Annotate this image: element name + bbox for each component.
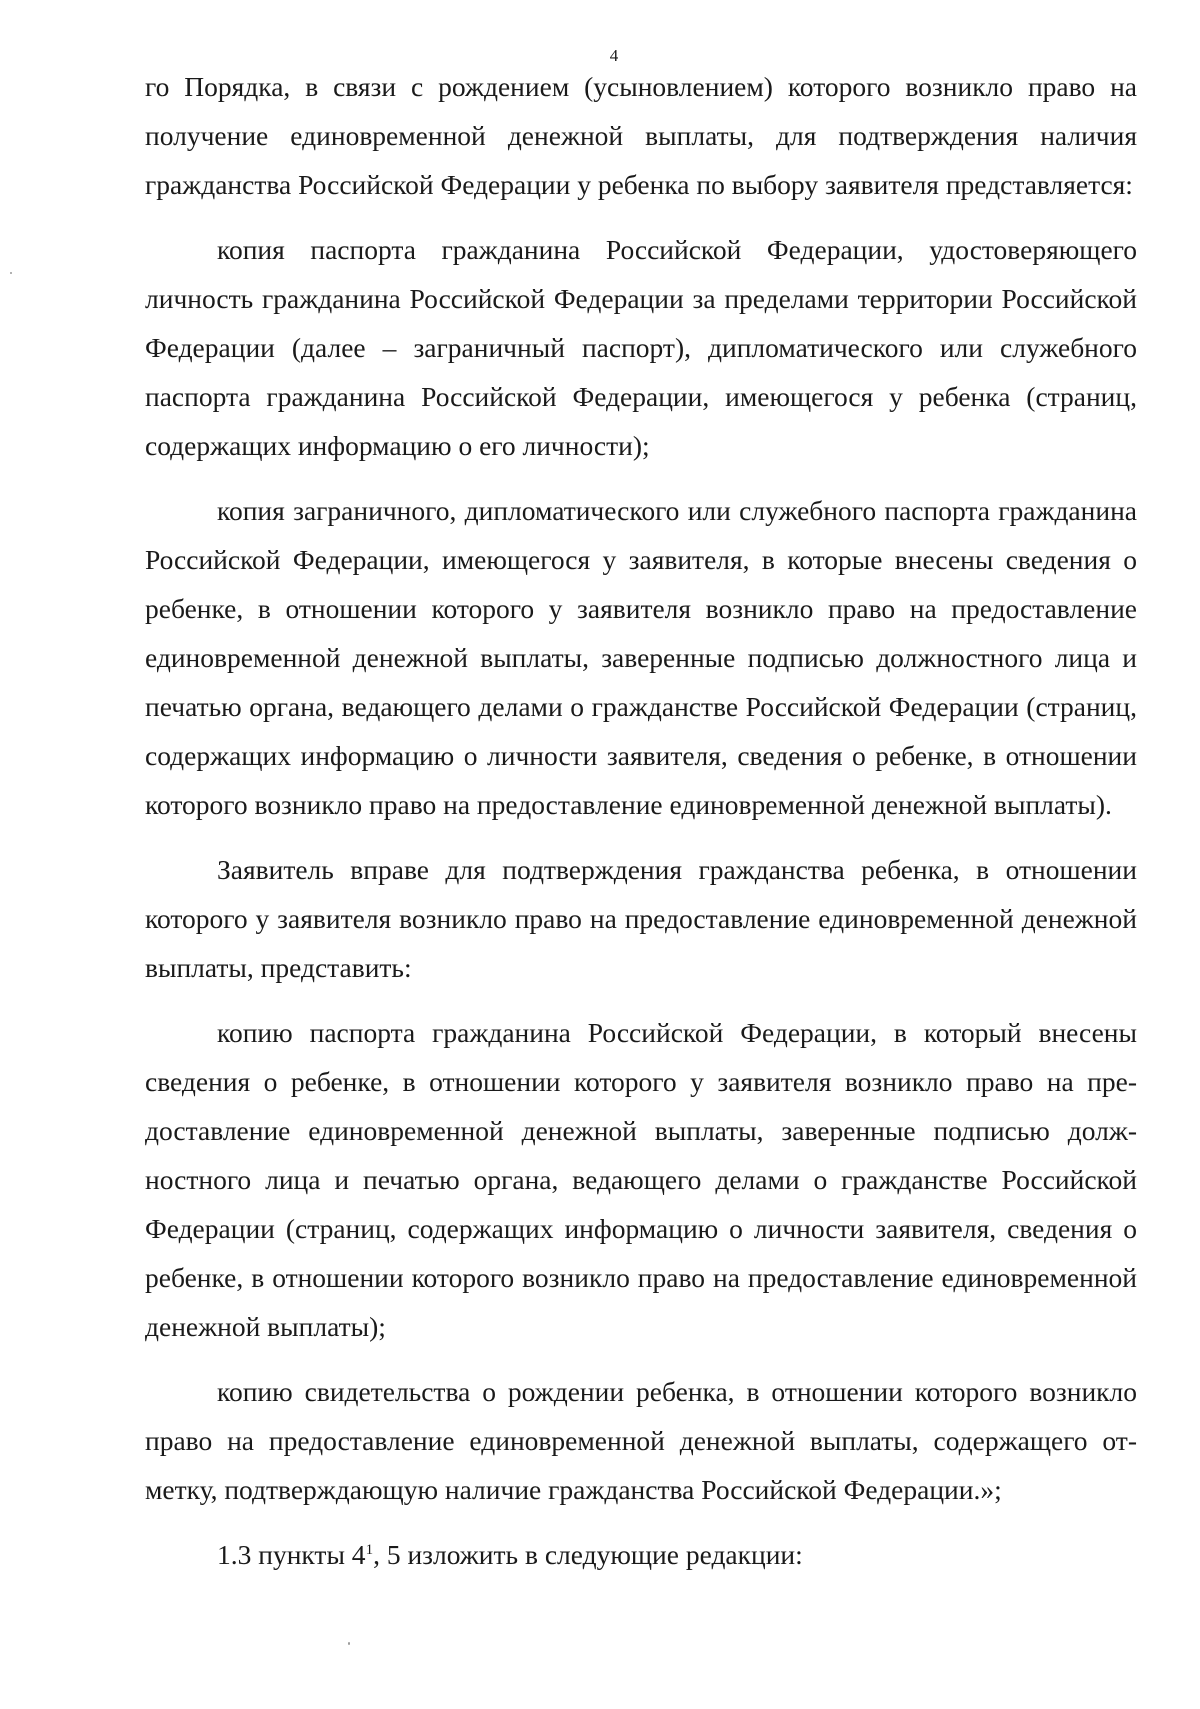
amendment-superscript: 1 xyxy=(365,1541,374,1558)
scan-speck xyxy=(10,272,12,274)
paragraph-amendment-item xyxy=(145,1530,1137,1579)
paragraph-passport-copy: копия паспорта гражданина Российской Федерации, удостоверяющего личность гражданина Российской Федерации за пределами территории Российской Федерации (далее – заграничный паспорт), дипломатического или служебного паспорта гражданина Российской Федерации, имеющегося у ребенка (страниц, содержащих информацию о его личности); xyxy=(145,234,1137,461)
amendment-text-start: 1.3 пункты 4 xyxy=(217,1539,366,1570)
paragraph-birth-certificate-copy: копию свидетельства о рождении ребенка, в отношении которого возникло право на предоставление единовременной денежной выплаты, содержащего отметку, подтверждающую наличие гражданства Российской Федерации.»; xyxy=(145,1376,1137,1505)
document-body xyxy=(145,62,1137,1579)
paragraph-citizen-passport-copy: копию паспорта гражданина Российской Федерации, в который внесены сведения о ребенке, в отношении которого у заявителя возникло право на предоставление единовременной денежной выплаты, заверенные подписью должностного лица и печатью органа, ведающего делами о гражданстве Российской Федерации (страниц, содержащих информацию о личности заявителя, сведения о ребенке, в отношении которого возникло право на предоставление единовременной денежной выплаты); xyxy=(145,1017,1137,1342)
paragraph-continuation: го Порядка, в связи с рождением (усыновлением) которого возникло право на получение единовременной денежной выплаты, для подтверждения наличия гражданства Российской Федерации у ребенка по выбору заявителя представляется: xyxy=(145,71,1137,200)
paragraph-foreign-passport-copy: копия заграничного, дипломатического или служебного паспорта гражданина Российской Федерации, имеющегося у заявителя, в которые внесены сведения о ребенке, в отношении которого у заявителя возникло право на предоставление единовременной денежной выплаты, заверенные подписью должностного лица и печатью органа, ведающего делами о гражданстве Российской Федерации (страниц, содержащих информацию о личности заявителя, сведения о ребенке, в отношении которого возникло право на предоставление единовременной денежной выплаты). xyxy=(145,495,1137,820)
page-number: 4 xyxy=(609,46,619,65)
paragraph-applicant-right: Заявитель вправе для подтверждения гражданства ребенка, в отношении которого у заявителя возникло право на предоставление единовременной денежной выплаты, представить: xyxy=(145,854,1137,983)
amendment-text-end: , 5 изложить в следующие редакции: xyxy=(373,1539,803,1570)
scan-speck xyxy=(348,1642,350,1645)
